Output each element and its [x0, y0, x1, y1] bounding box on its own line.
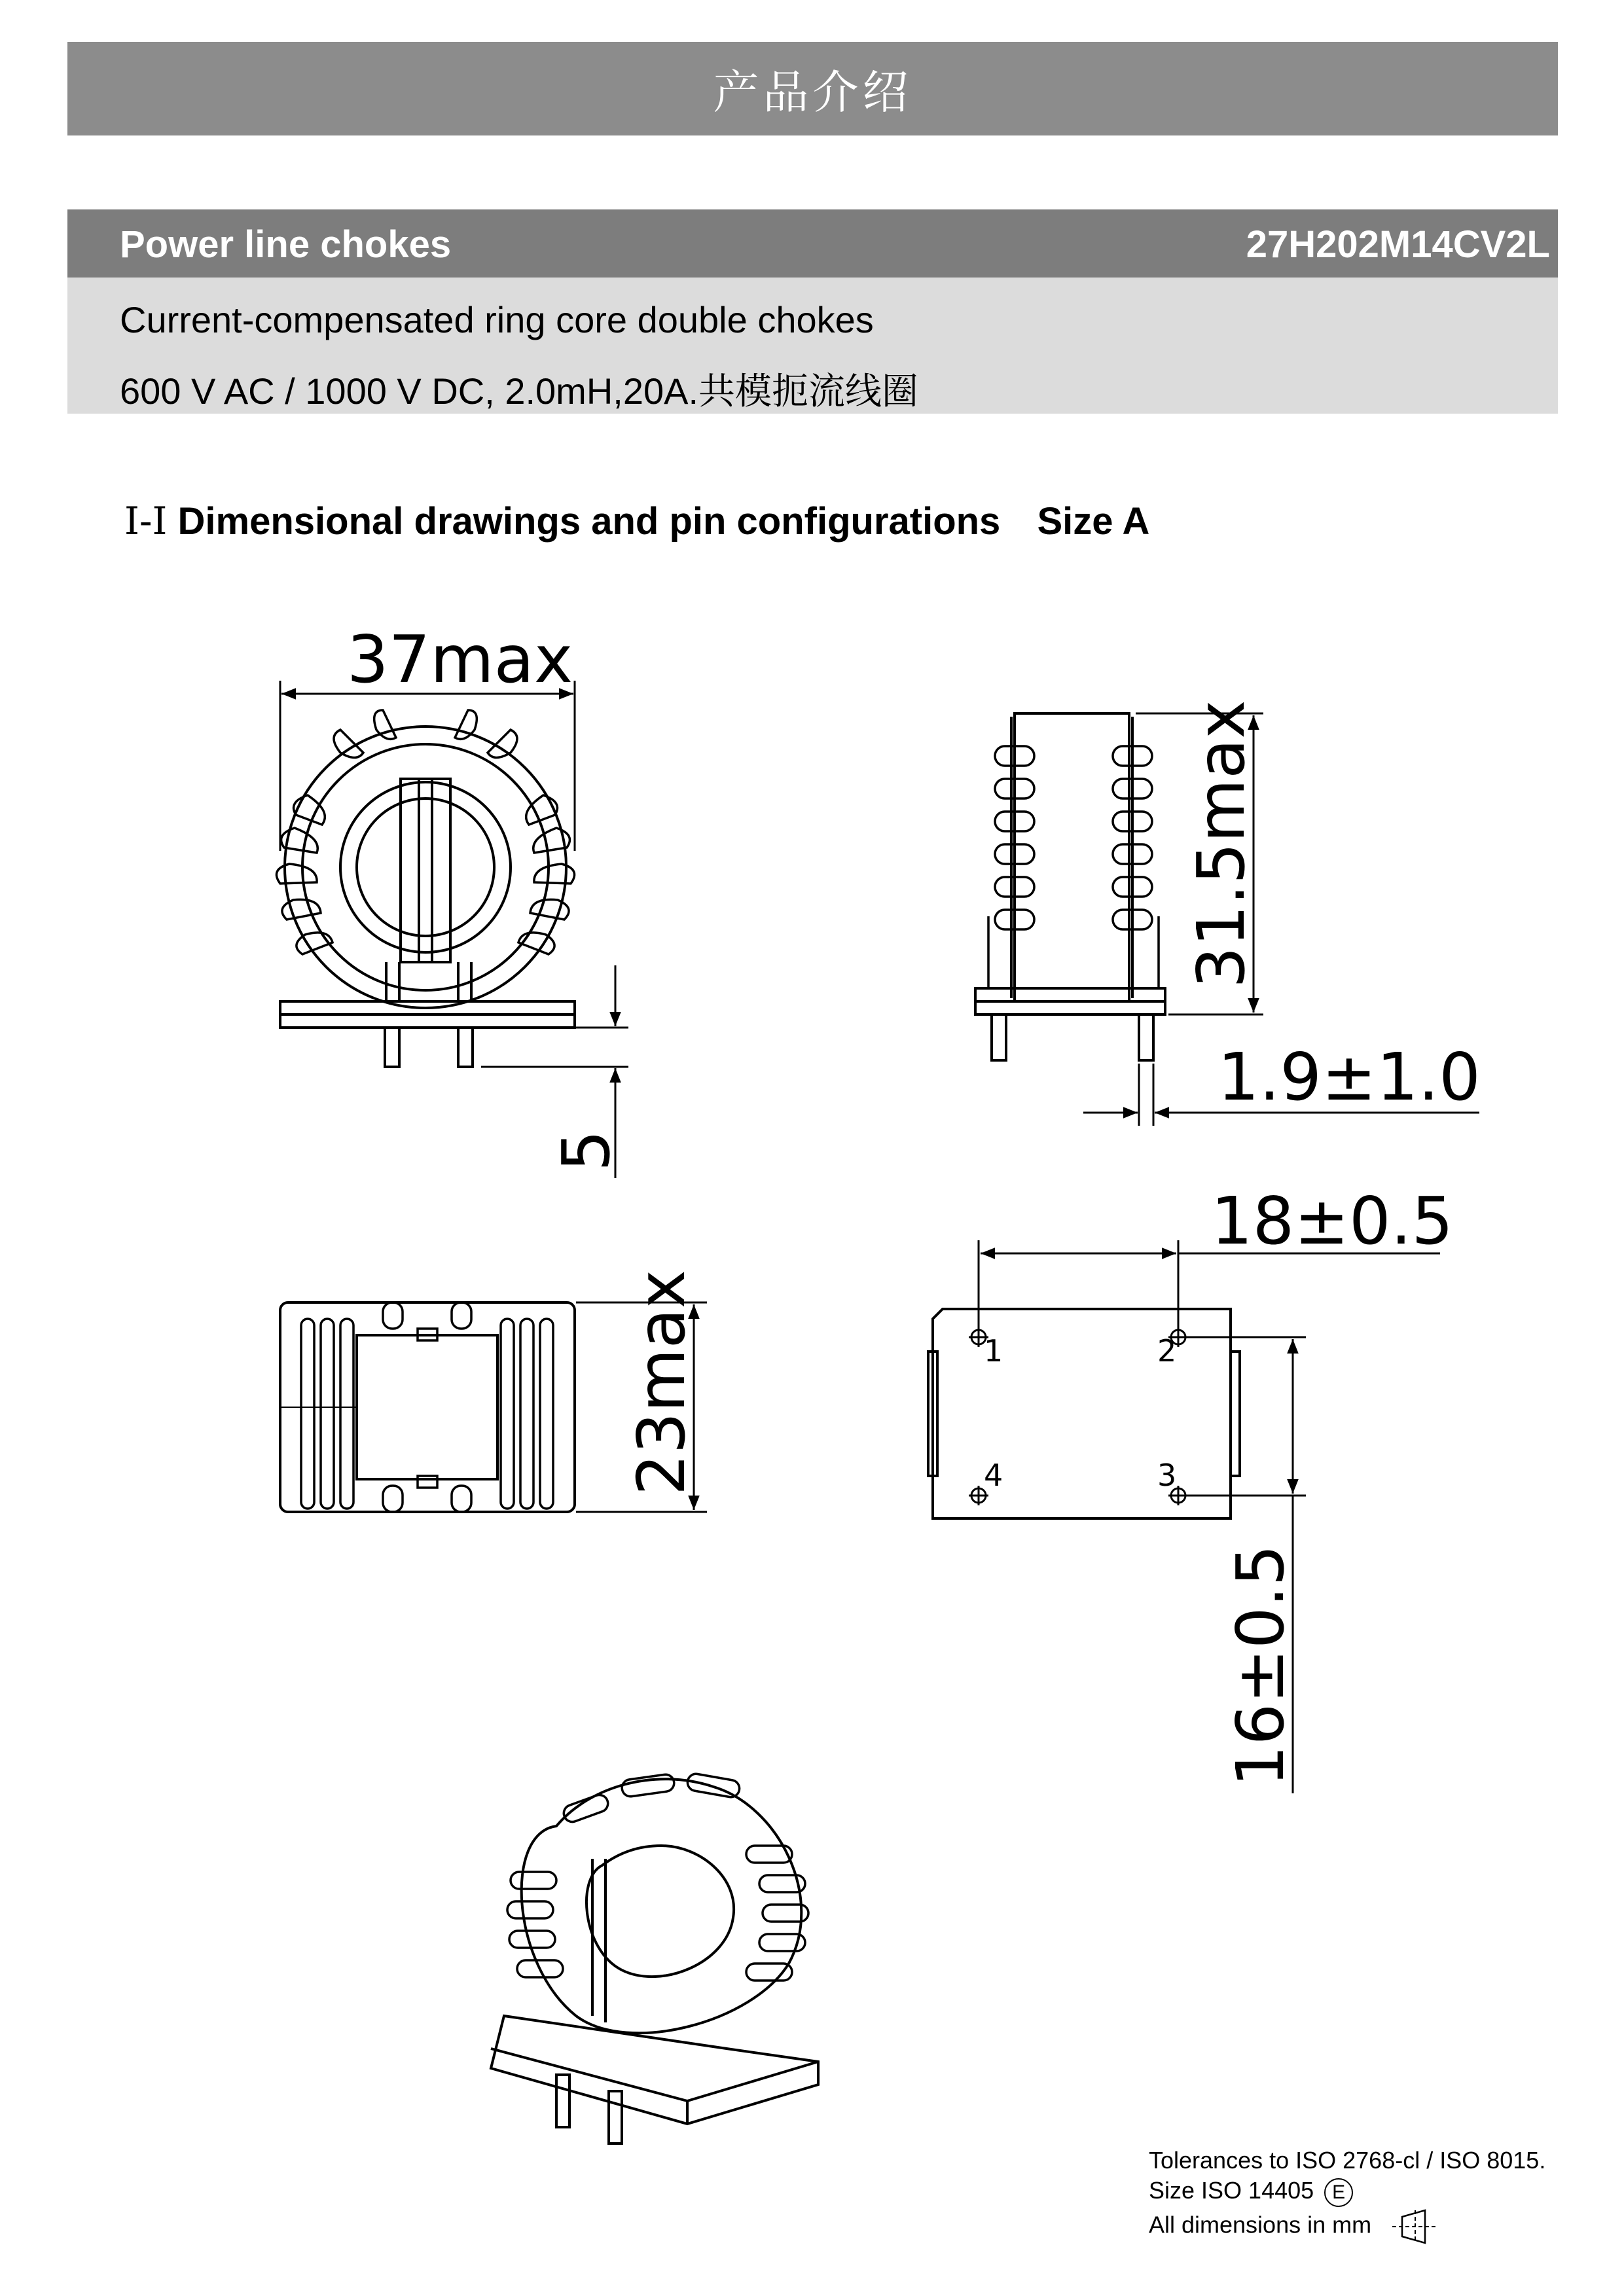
- tolerance-notes: [1149, 2145, 1545, 2246]
- pin-3-label: 3: [1157, 1458, 1177, 1493]
- pin-2-label: 2: [1157, 1333, 1177, 1369]
- pitch-x-label: 18±0.5: [1211, 1183, 1454, 1259]
- product-name: Power line chokes: [120, 223, 452, 266]
- pin-1-label: 1: [984, 1333, 1003, 1369]
- pin-4-label: 4: [984, 1458, 1003, 1493]
- projection-symbol-icon: [1386, 2207, 1445, 2246]
- pitch-y-label: 16±0.5: [1222, 1544, 1299, 1787]
- units-note: [1149, 2207, 1545, 2246]
- size-note: [1149, 2176, 1545, 2207]
- pin-offset-label: 1.9±1.0: [1218, 1039, 1481, 1115]
- width-label: 37max: [347, 621, 573, 698]
- tolerance-note: Tolerances to ISO 2768-cl / ISO 8015.: [1149, 2147, 1546, 2174]
- side-view: [975, 713, 1165, 1060]
- size-note-text: Size ISO 14405: [1149, 2177, 1314, 2204]
- description-line-2: 600 V AC / 1000 V DC, 2.0mH,20A.共模扼流线圈: [120, 370, 919, 412]
- units-text: All dimensions in mm: [1149, 2211, 1372, 2238]
- height-label: 31.5max: [1183, 700, 1259, 988]
- part-number: 27H202M14CV2L: [1246, 223, 1550, 266]
- front-view: [276, 710, 575, 1067]
- section-prefix: Ⅰ-Ⅰ: [124, 499, 168, 543]
- envelope-symbol: E: [1324, 2178, 1353, 2207]
- top-view: [280, 1302, 575, 1512]
- isometric-view: [491, 1772, 818, 2144]
- pin-length-label: 5: [548, 1130, 624, 1172]
- section-size: Size A: [1037, 500, 1150, 543]
- banner-title: 产品介绍: [713, 65, 912, 119]
- description-line-1: Current-compensated ring core double chokes: [120, 299, 874, 340]
- width-dimension: [280, 681, 575, 851]
- section-title: Dimensional drawings and pin configurations: [177, 500, 1001, 543]
- pin-layout-view: [928, 1309, 1240, 1518]
- depth-label: 23max: [623, 1269, 700, 1496]
